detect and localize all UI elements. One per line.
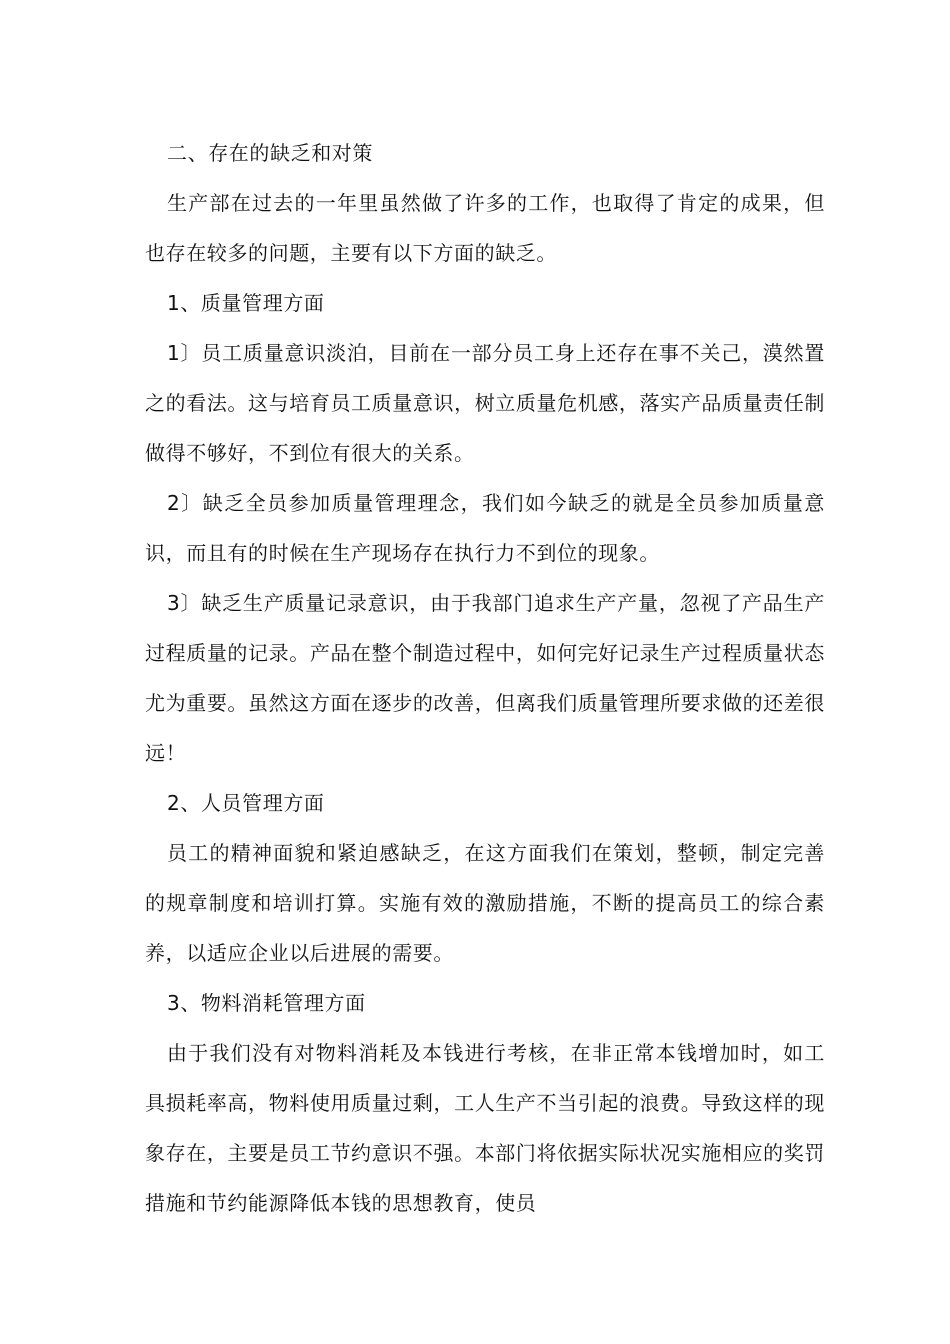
- subheading-quality-management: 1、质量管理方面: [167, 291, 325, 315]
- paragraph-quality-item-2: 2〕缺乏全员参加质量管理理念，我们如今缺乏的就是全员参加质量意识，而且有的时候在生产现场存在执行力不到位的现象。: [145, 491, 825, 565]
- paragraph-personnel: 员工的精神面貌和紧迫感缺乏，在这方面我们在策划，整顿，制定完善的规章制度和培训打算。实施有效的激励措施，不断的提高员工的综合素养，以适应企业以后进展的需要。: [145, 841, 825, 965]
- section-heading-shortcomings: 二、存在的缺乏和对策: [167, 141, 373, 165]
- subheading-material-consumption: 3、物料消耗管理方面: [167, 991, 366, 1015]
- document-body: [145, 128, 825, 1228]
- paragraph-material-consumption: 由于我们没有对物料消耗及本钱进行考核，在非正常本钱增加时，如工具损耗率高，物料使用质量过剩，工人生产不当引起的浪费。导致这样的现象存在，主要是员工节约意识不强。本部门将依据实际状况实施相应的奖罚措施和节约能源降低本钱的思想教育，使员: [145, 1041, 825, 1215]
- paragraph-overview: 生产部在过去的一年里虽然做了许多的工作，也取得了肯定的成果，但也存在较多的问题，主要有以下方面的缺乏。: [145, 191, 825, 265]
- subheading-personnel-management: 2、人员管理方面: [167, 791, 325, 815]
- paragraph-quality-item-1: 1〕员工质量意识淡泊，目前在一部分员工身上还存在事不关己，漠然置之的看法。这与培育员工质量意识，树立质量危机感，落实产品质量责任制做得不够好，不到位有很大的关系。: [145, 341, 825, 465]
- paragraph-quality-item-3: 3〕缺乏生产质量记录意识，由于我部门追求生产产量，忽视了产品生产过程质量的记录。产品在整个制造过程中，如何完好记录生产过程质量状态尤为重要。虽然这方面在逐步的改善，但离我们质量管理所要求做的还差很远！: [145, 591, 825, 765]
